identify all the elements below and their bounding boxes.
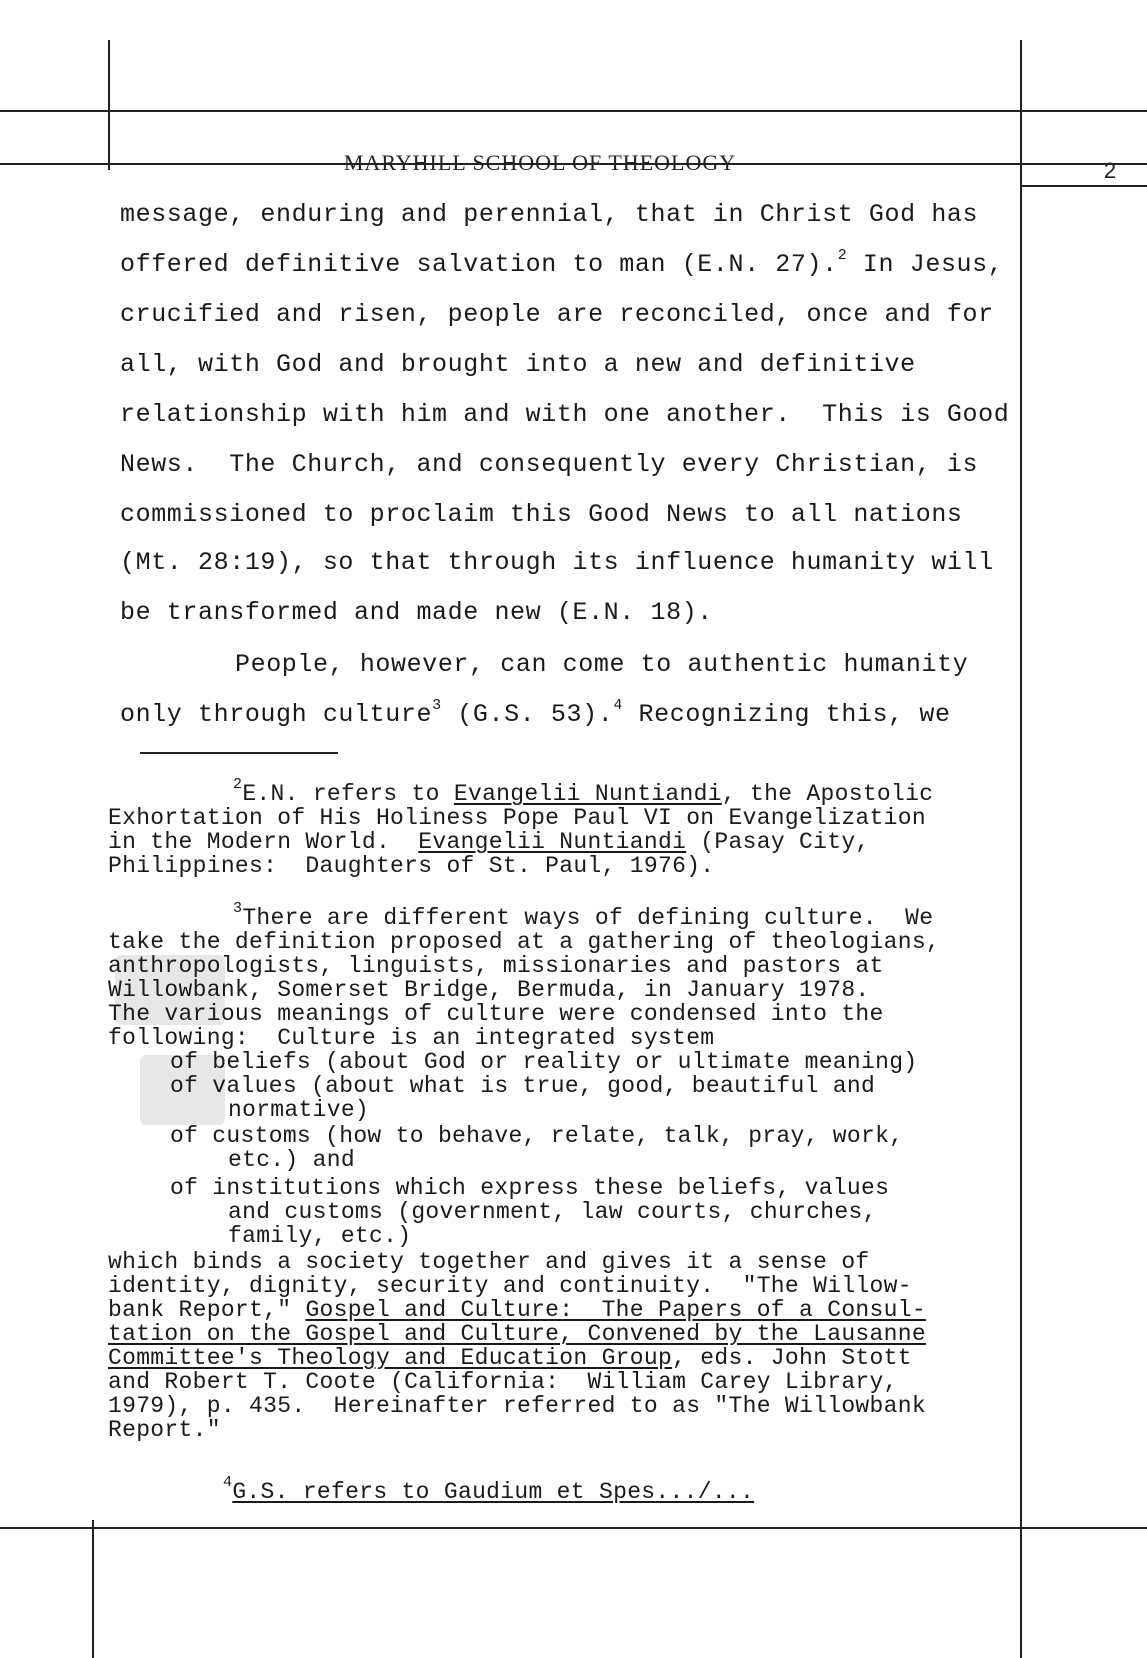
body-line [120, 247, 1004, 279]
footnote-3-line: The various meanings of culture were condensed into the [108, 1001, 884, 1027]
fn-title-underlined: Committee's Theology and Education Group [108, 1345, 673, 1371]
footnote-ref-2: 2 [837, 247, 848, 264]
footnote-3-line: anthropologists, linguists, missionaries and pastors at [108, 953, 884, 979]
fn-text: , eds. John Stott [672, 1345, 912, 1371]
footnote-3-line: of customs (how to behave, relate, talk, pray, work, [170, 1123, 904, 1149]
fn-text: bank Report," [108, 1297, 306, 1323]
fn-text: in the Modern World. [108, 829, 419, 855]
body-line: message, enduring and perennial, that in Christ God has [120, 200, 979, 229]
footnote-mark-4: 4 [223, 1474, 233, 1491]
fn-text: , the Apostolic [721, 781, 934, 807]
footnote-3-line: tation on the Gospel and Culture, Convened by the Lausanne [108, 1321, 926, 1347]
footnote-3-line: of beliefs (about God or reality or ultimate meaning) [170, 1049, 918, 1075]
footnote-3-line: of values (about what is true, good, beautiful and [170, 1073, 876, 1099]
footnote-3-line: Willowbank, Somerset Bridge, Bermuda, in January 1978. [108, 977, 870, 1003]
footnote-separator [140, 752, 338, 754]
body-text-span: only through culture [120, 700, 433, 729]
footnote-2-line: Exhortation of His Holiness Pope Paul VI on Evangelization [108, 805, 926, 831]
footnote-3-line [233, 900, 934, 931]
body-line: News. The Church, and consequently every Christian, is [120, 450, 979, 479]
body-line [120, 697, 951, 729]
fn-title-underlined: Evangelii Nuntiandi [453, 781, 722, 807]
body-line: relationship with him and with one another. This is Good [120, 400, 1010, 429]
fn-text: .../... [655, 1479, 755, 1505]
fn-text: (Pasay City, [686, 829, 870, 855]
footnote-3-line: which binds a society together and gives it a sense of [108, 1249, 870, 1275]
footnote-4-line [223, 1474, 755, 1505]
body-line: People, however, can come to authentic humanity [235, 650, 969, 679]
fn-text: G.S. refers to [232, 1479, 444, 1505]
body-text-span: (G.S. 53). [441, 700, 614, 729]
body-line: commissioned to proclaim this Good News to all nations [120, 500, 963, 529]
footnote-3-line [108, 1346, 912, 1370]
footnote-3-line: following: Culture is an integrated system [108, 1025, 715, 1051]
body-line: all, with God and brought into a new and definitive [120, 350, 916, 379]
footnote-ref-3: 3 [432, 697, 442, 714]
footnote-3-line: 1979), p. 435. Hereinafter referred to as "The Willowbank [108, 1393, 926, 1419]
body-text-span: In Jesus, [847, 250, 1004, 279]
body-line: be transformed and made new (E.N. 18). [120, 598, 713, 627]
right-margin-rule [1020, 40, 1022, 1658]
left-margin-rule-lower [92, 1520, 94, 1658]
bottom-horizontal-rule [0, 1527, 1147, 1529]
fn-text: E.N. refers to [242, 781, 454, 807]
footnote-2-line [233, 776, 934, 807]
fn-title-underlined: Gospel and Culture: The Papers of a Consul- [305, 1297, 926, 1323]
footnote-3-line: Report." [108, 1417, 221, 1443]
fn-title-underlined: Evangelii Nuntiandi [418, 829, 687, 855]
page-number-box-rule [1020, 185, 1147, 187]
top-horizontal-rule [0, 110, 1147, 112]
footnote-ref-4: 4 [613, 697, 623, 714]
fn-title-underlined: Gaudium et Spes [443, 1479, 656, 1505]
footnote-3-line: etc.) and [228, 1147, 355, 1173]
footnote-mark-2: 2 [233, 776, 243, 793]
footnote-3-line [108, 1298, 926, 1322]
footnote-3-line: take the definition proposed at a gathering of theologians, [108, 929, 941, 955]
footnote-3-line: and Robert T. Coote (California: William Carey Library, [108, 1369, 898, 1395]
footnote-mark-3: 3 [233, 900, 243, 917]
footnote-3-line: family, etc.) [228, 1223, 412, 1249]
footnote-3-line: normative) [228, 1097, 370, 1123]
school-header: MARYHILL SCHOOL OF THEOLOGY [343, 150, 737, 175]
body-line: crucified and risen, people are reconciled, once and for [120, 300, 994, 329]
body-text-span: offered definitive salvation to man (E.N. 27). [120, 250, 838, 279]
page-number: 2 [1103, 158, 1117, 183]
footnote-2-line: Philippines: Daughters of St. Paul, 1976). [108, 853, 715, 879]
footnote-3-line: identity, dignity, security and continuity. "The Willow- [108, 1273, 912, 1299]
body-text-span: Recognizing this, we [622, 700, 951, 729]
fn-text: There are different ways of defining culture. We [242, 905, 934, 931]
footnote-3-line: of institutions which express these beliefs, values [170, 1175, 890, 1201]
body-line: (Mt. 28:19), so that through its influence humanity will [120, 548, 994, 577]
footnote-3-line: and customs (government, law courts, churches, [228, 1199, 877, 1225]
footnote-2-line [108, 830, 870, 854]
